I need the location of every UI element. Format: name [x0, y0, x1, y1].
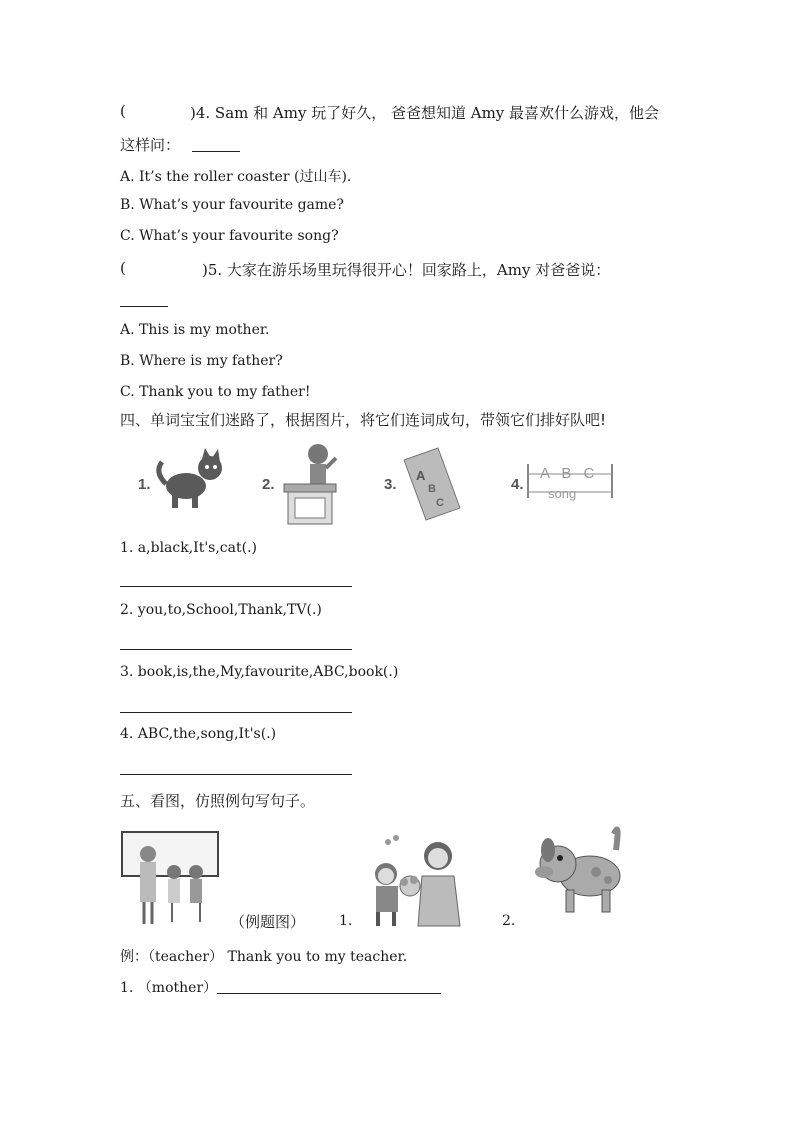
- s4-item-2: 2. you,to,School,Thank,TV(.): [120, 602, 322, 618]
- abc-book-picture: [404, 448, 460, 520]
- abc-song-board-picture: [528, 464, 612, 501]
- boy-gives-flowers-to-mother-picture: [375, 835, 460, 926]
- q4-answer-paren[interactable]: (: [120, 102, 126, 120]
- q4-stem-line1: )4. Sam 和 Amy 玩了好久， 爸爸想知道 Amy 最喜欢什么游戏，他会: [190, 104, 660, 122]
- s4-item-4: 4. ABC,the,song,It's(.): [120, 726, 277, 742]
- example-teacher-picture: [122, 832, 218, 924]
- board-text-abc: A B C: [540, 465, 599, 482]
- boy-at-desk-picture: [284, 444, 336, 524]
- s4-answer-line-1[interactable]: [120, 586, 352, 587]
- pic-number-4: 4.: [511, 476, 524, 493]
- cat-picture: [159, 448, 222, 508]
- blue-dog-picture: [535, 830, 620, 912]
- q5-blank[interactable]: [120, 306, 168, 307]
- book-letter-b: B: [428, 483, 436, 495]
- q4-option-a: A. It’s the roller coaster (过山车).: [120, 169, 352, 185]
- q5-option-b: B. Where is my father?: [120, 353, 283, 369]
- s5-item-1-prompt: 1. （mother）: [120, 980, 218, 996]
- q5-stem-line1: )5. 大家在游乐场里玩得很开心！回家路上，Amy 对爸爸说：: [202, 261, 611, 279]
- book-letter-c: C: [436, 497, 444, 509]
- pic-number-3: 3.: [384, 476, 397, 493]
- s4-answer-line-3[interactable]: [120, 712, 352, 713]
- example-caption: （例题图）: [230, 913, 306, 931]
- s4-answer-line-2[interactable]: [120, 649, 352, 650]
- s4-item-3: 3. book,is,the,My,favourite,ABC,book(.): [120, 664, 399, 680]
- board-text-song: song: [548, 486, 577, 501]
- pic-number-1: 1.: [138, 476, 151, 493]
- s4-item-1: 1. a,black,It's,cat(.): [120, 540, 257, 556]
- s5-answer-line-1[interactable]: [217, 993, 441, 994]
- book-letter-a: A: [416, 468, 426, 483]
- q5-option-a: A. This is my mother.: [120, 322, 270, 338]
- pic-label-2: 2.: [502, 913, 516, 929]
- q4-stem-line2: 这样问：: [120, 136, 181, 154]
- q4-option-c: C. What’s your favourite song?: [120, 228, 339, 244]
- q4-option-b: B. What’s your favourite game?: [120, 197, 344, 213]
- example-sentence: 例：（teacher） Thank you to my teacher.: [120, 949, 408, 965]
- q4-blank[interactable]: [192, 151, 240, 152]
- s4-answer-line-4[interactable]: [120, 774, 352, 775]
- section5-heading: 五、看图，仿照例句写句子。: [120, 792, 316, 810]
- pic-number-2: 2.: [262, 476, 275, 493]
- section5-pictures: [120, 820, 630, 932]
- pic-label-1: 1.: [339, 913, 353, 929]
- section4-pictures: [120, 436, 640, 528]
- section4-heading: 四、单词宝宝们迷路了，根据图片，将它们连词成句，带领它们排好队吧!: [120, 411, 607, 429]
- q5-answer-paren[interactable]: (: [120, 259, 126, 277]
- q5-option-c: C. Thank you to my father!: [120, 384, 311, 400]
